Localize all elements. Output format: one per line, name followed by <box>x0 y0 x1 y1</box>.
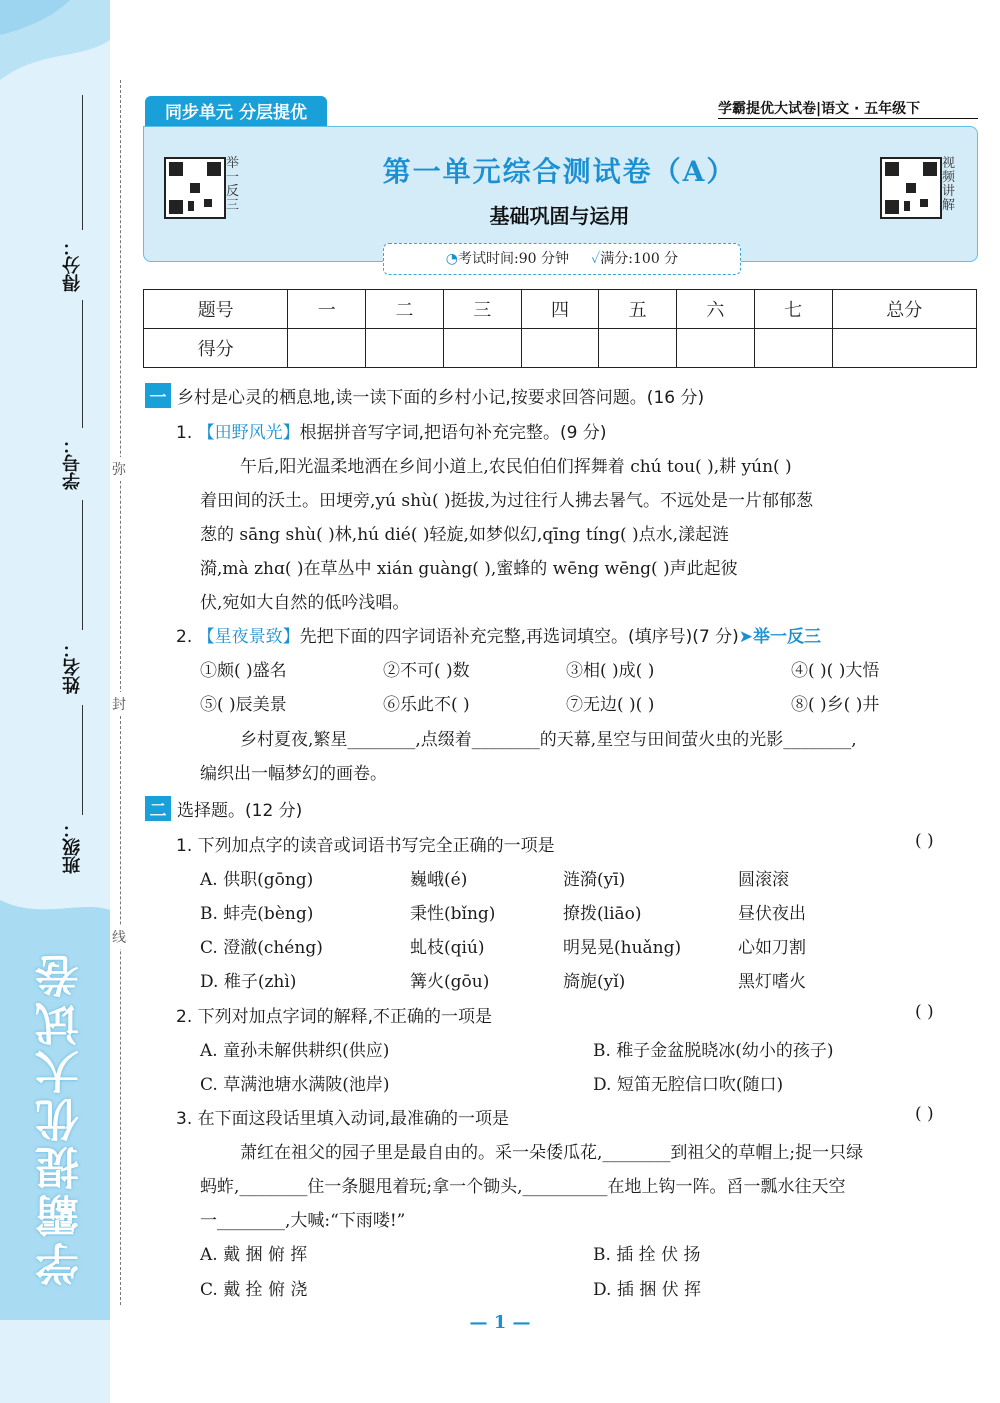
score-cell[interactable] <box>754 329 832 368</box>
option[interactable]: D. 稚子(zhì) <box>200 972 297 992</box>
page-title: 第一单元综合测试卷（A） <box>382 155 737 188</box>
s1-q1: 1. 【田野风光】根据拼音写字词,把语句补充完整。(9 分) <box>176 423 607 443</box>
seal-char: 封 <box>112 692 126 716</box>
s1-q2-fill: 编织出一幅梦幻的画卷。 <box>200 764 387 784</box>
option-word: 圆滚滚 <box>738 870 789 890</box>
s2-q3: 3. 在下面这段话里填入动词,最准确的一项是 <box>176 1109 510 1129</box>
full-score: 满分:100 分 <box>600 251 679 267</box>
seal-char: 线 <box>112 925 126 949</box>
student-id-field-line[interactable] <box>82 300 83 428</box>
option-word: 旖旎(yǐ) <box>563 972 626 992</box>
table-row: 题号 一 二 三 四 五 六 七 总分 <box>144 290 977 329</box>
score-cell[interactable] <box>832 329 976 368</box>
qr-right-caption: 视频讲解 <box>942 156 956 213</box>
s2-q3-line[interactable]: 蚂蚱,________住一条腿甩着玩;拿一个锄头,__________在地上钩一阵。舀一瓢水往天空 <box>200 1177 846 1197</box>
option[interactable]: C. 澄澈(chéng) <box>200 938 323 958</box>
option-word: 巍峨(é) <box>410 870 468 890</box>
name-field-line[interactable] <box>82 500 83 630</box>
s1-q1-line[interactable]: 午后,阳光温柔地洒在乡间小道上,农民伯伯们挥舞着 chú tou( ),耕 yún( ) <box>240 457 792 477</box>
score-cell[interactable] <box>366 329 444 368</box>
page-number: — 1 — <box>469 1312 531 1333</box>
option-word: 心如刀割 <box>738 938 806 958</box>
s1-q1-line[interactable]: 葱的 sāng shù( )林,hú dié( )轻旋,如梦似幻,qīng tíng( )点水,漾起涟 <box>200 525 730 545</box>
option[interactable]: D. 插 捆 伏 挥 <box>593 1280 702 1300</box>
name-field: 姓名： <box>62 640 83 694</box>
s1-q1-line[interactable]: 漪,mà zhɑ( )在草丛中 xián guàng( ),蜜蜂的 wēng wēng( )声此起彼 <box>200 559 738 579</box>
score-cell[interactable] <box>288 329 366 368</box>
option-word: 明晃晃(huǎng) <box>563 938 682 958</box>
idiom-item[interactable]: ⑦无边( )( ) <box>566 695 655 715</box>
s2-q2: 2. 下列对加点字词的解释,不正确的一项是 <box>176 1007 493 1027</box>
score-cell[interactable] <box>599 329 677 368</box>
page-subtitle: 基础巩固与运用 <box>489 204 630 228</box>
idiom-item[interactable]: ④( )( )大悟 <box>791 661 880 681</box>
score-cell[interactable] <box>521 329 599 368</box>
section1-heading: 一 乡村是心灵的栖息地,读一读下面的乡村小记,按要求回答问题。(16 分) <box>145 383 704 408</box>
option-word: 篝火(gōu) <box>410 972 490 992</box>
clock-icon: ◔ <box>445 251 459 267</box>
class-field: 班级： <box>62 820 83 874</box>
s1-q1-line[interactable]: 着田间的沃土。田埂旁,yú shù( )挺拔,为过往行人拂去暑气。不远处是一片郁郁葱 <box>200 491 814 511</box>
s2-q3-line[interactable]: 萧红在祖父的园子里是最自由的。采一朵倭瓜花,________到祖父的草帽上;捉一只绿 <box>240 1143 864 1163</box>
answer-blank[interactable]: ( ) <box>915 1002 934 1022</box>
answer-blank[interactable]: ( ) <box>915 1104 934 1124</box>
option-word: 虬枝(qiú) <box>410 938 485 958</box>
option-word: 昼伏夜出 <box>738 904 806 924</box>
exam-time: 考试时间:90 分钟 <box>458 251 569 267</box>
idiom-item[interactable]: ③相( )成( ) <box>566 661 655 681</box>
unit-tag: 同步单元 分层提优 <box>145 96 327 130</box>
option[interactable]: A. 供职(gōng) <box>200 870 314 890</box>
score-field: 得分： <box>62 238 83 292</box>
option[interactable]: A. 童孙未解供耕织(供应) <box>200 1041 390 1061</box>
check-icon: ✓ <box>591 251 601 267</box>
score-cell[interactable] <box>443 329 521 368</box>
score-cell[interactable] <box>677 329 755 368</box>
score-table <box>143 289 977 368</box>
idiom-item[interactable]: ⑧( )乡( )井 <box>791 695 880 715</box>
class-field-line[interactable] <box>82 705 83 815</box>
option[interactable]: D. 短笛无腔信口吹(随口) <box>593 1075 784 1095</box>
exam-info <box>383 243 741 275</box>
table-row: 得分 <box>144 329 977 368</box>
option[interactable]: B. 插 拴 伏 扬 <box>593 1245 701 1265</box>
series-title: 学霸提优大试卷|语文 · 五年级下 <box>718 101 921 117</box>
idiom-item[interactable]: ⑥乐此不( ) <box>383 695 470 715</box>
qr-left-caption: 举一反三 <box>226 156 240 213</box>
option[interactable]: C. 草满池塘水满陂(池岸) <box>200 1075 390 1095</box>
s1-q1-line: 伏,宛如大自然的低吟浅唱。 <box>200 593 410 613</box>
idiom-item[interactable]: ②不可( )数 <box>383 661 470 681</box>
option[interactable]: C. 戴 拴 俯 浇 <box>200 1280 308 1300</box>
series-rule <box>718 118 978 119</box>
s1-q2-fill[interactable]: 乡村夏夜,繁星________,点缀着________的天幕,星空与田间萤火虫的光影________, <box>240 730 857 750</box>
section2-heading: 二 选择题。(12 分) <box>145 796 302 821</box>
score-field-line[interactable] <box>82 95 83 230</box>
s1-q2: 2. 【星夜景致】先把下面的四字词语补充完整,再选词填空。(填序号)(7 分)➤举一反三 <box>176 627 822 647</box>
option[interactable]: A. 戴 捆 俯 挥 <box>200 1245 308 1265</box>
seal-char: 弥 <box>112 457 126 481</box>
student-id-field: 学号： <box>62 436 83 490</box>
brand-vertical: 学霸提优大试卷 <box>36 950 87 1286</box>
idiom-item[interactable]: ⑤( )辰美景 <box>200 695 287 715</box>
title-box <box>143 126 978 262</box>
option[interactable]: B. 稚子金盆脱晓冰(幼小的孩子) <box>593 1041 834 1061</box>
idiom-item[interactable]: ①颇( )盛名 <box>200 661 287 681</box>
answer-blank[interactable]: ( ) <box>915 831 934 851</box>
option[interactable]: B. 蚌壳(bèng) <box>200 904 314 924</box>
s2-q3-line[interactable]: 一________,大喊:“下雨喽!” <box>200 1211 406 1231</box>
option-word: 黑灯嗜火 <box>738 972 806 992</box>
option-word: 涟漪(yī) <box>563 870 626 890</box>
option-word: 秉性(bǐng) <box>410 904 496 924</box>
option-word: 撩拨(liāo) <box>563 904 642 924</box>
s2-q1: 1. 下列加点字的读音或词语书写完全正确的一项是 <box>176 836 555 856</box>
sidebar-wave-top <box>0 0 110 120</box>
